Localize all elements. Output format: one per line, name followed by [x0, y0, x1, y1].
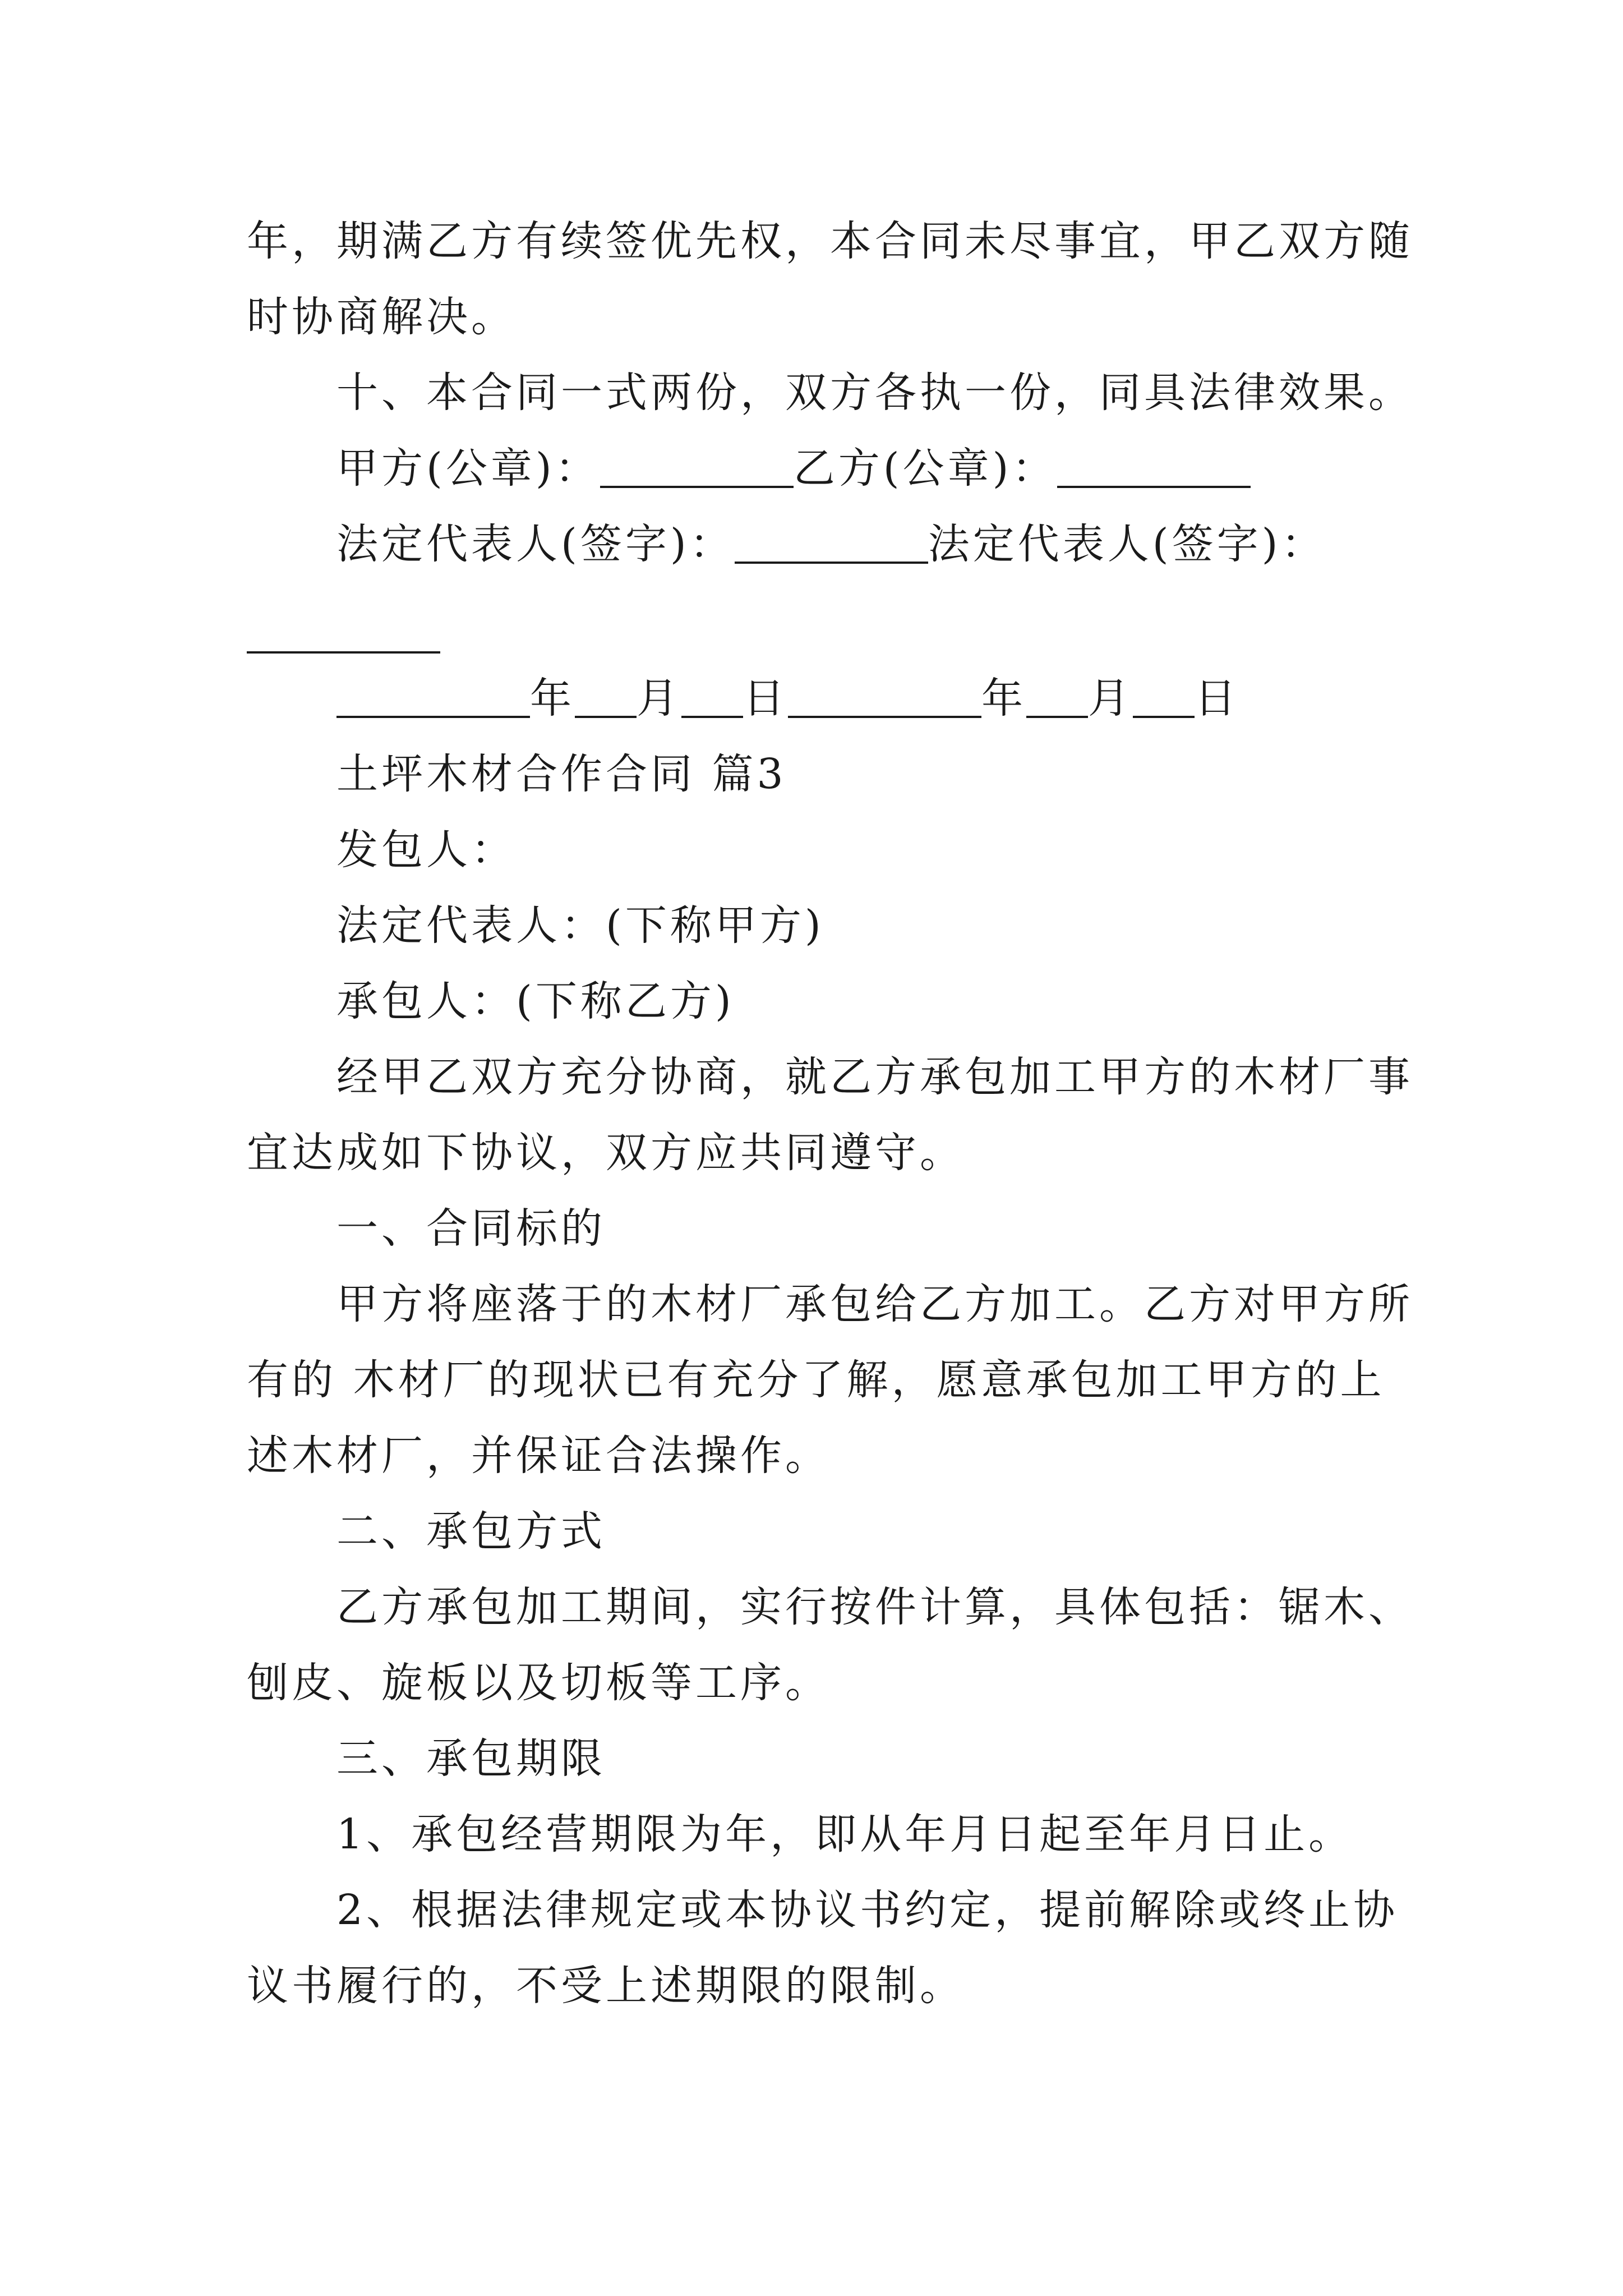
term-item-1: 1、承包经营期限为年，即从年月日起至年月日止。 [336, 1810, 1354, 1858]
paragraph-line: 时协商解决。 [247, 293, 516, 341]
paragraph-line: 宜达成如下协议，双方应共同遵守。 [247, 1129, 965, 1177]
date-b-year-blank [788, 716, 981, 718]
seal-line [336, 443, 1486, 494]
date-a-month: 月 [637, 674, 681, 723]
section-title: 土坪木材合作合同 篇3 [336, 750, 787, 798]
contractor-label: 发包人： [336, 826, 516, 874]
party-b-seal-label: 乙方(公章)： [793, 444, 1057, 493]
party-a-rep-blank [735, 562, 928, 564]
date-b-month-blank [1026, 716, 1088, 718]
heading-method: 二、承包方式 [336, 1507, 606, 1556]
paragraph-line: 述木材厂，并保证合法操作。 [247, 1432, 830, 1480]
date-b-day: 日 [1195, 674, 1239, 723]
paragraph-line: 有的 木材厂的现状已有充分了解，愿意承包加工甲方的上 [247, 1356, 1385, 1404]
heading-term: 三、承包期限 [336, 1734, 606, 1783]
paragraph-line: 经甲乙双方充分协商，就乙方承包加工甲方的木材厂事 [336, 1053, 1413, 1101]
paragraph-line: 乙方承包加工期间，实行按件计算，具体包括：锯木、 [336, 1583, 1413, 1631]
party-b-rep-blank [247, 651, 440, 654]
date-a-day: 日 [743, 674, 788, 723]
party-a-seal-blank [600, 486, 794, 488]
party-a-seal-label: 甲方(公章)： [336, 444, 600, 493]
legal-rep-label: 法定代表人：(下称甲方) [336, 901, 824, 950]
signature-line [336, 519, 1486, 569]
date-a-day-blank [681, 716, 743, 718]
signature-overflow-line [247, 609, 1396, 659]
party-a-rep-label: 法定代表人(签字)： [336, 520, 735, 568]
date-b-month: 月 [1088, 674, 1133, 723]
contractee-label: 承包人：(下称乙方) [336, 977, 735, 1025]
paragraph-line: 议书履行的，不受上述期限的限制。 [247, 1962, 965, 2010]
date-a-year-blank [336, 716, 530, 718]
paragraph-line: 刨皮、旋板以及切板等工序。 [247, 1659, 830, 1707]
party-b-seal-blank [1057, 486, 1251, 488]
date-a-month-blank [575, 716, 637, 718]
date-b-year: 年 [981, 674, 1026, 723]
date-a-year: 年 [530, 674, 575, 723]
heading-subject: 一、合同标的 [336, 1204, 606, 1253]
clause-ten: 十、本合同一式两份，双方各执一份，同具法律效果。 [336, 369, 1413, 417]
date-line [336, 673, 1486, 724]
paragraph-line: 年，期满乙方有续签优先权，本合同未尽事宜，甲乙双方随 [247, 217, 1413, 265]
date-b-day-blank [1133, 716, 1195, 718]
paragraph-line: 甲方将座落于的木材厂承包给乙方加工。乙方对甲方所 [336, 1280, 1413, 1328]
term-item-2: 2、根据法律规定或本协议书约定，提前解除或终止协 [336, 1886, 1399, 1934]
party-b-rep-label: 法定代表人(签字)： [928, 520, 1326, 568]
